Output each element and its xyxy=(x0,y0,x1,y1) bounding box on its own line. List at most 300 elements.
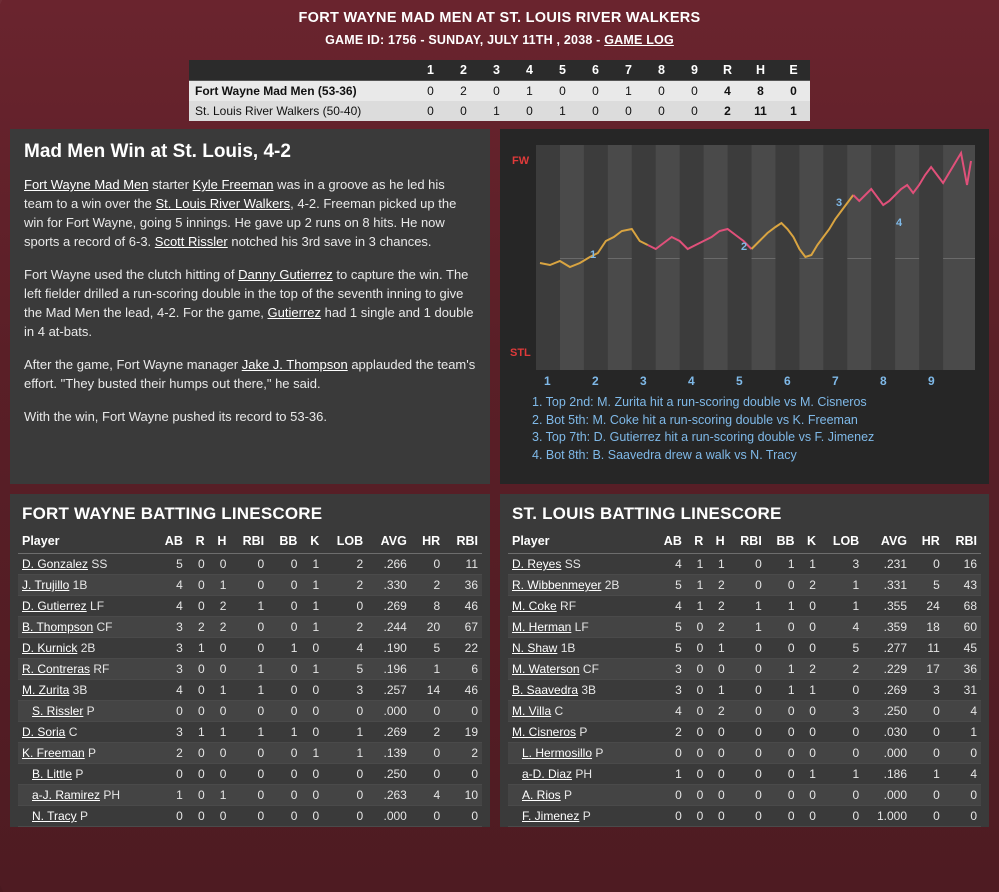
batting-stat-rbi-3: 0 xyxy=(230,575,268,596)
batting-player-cell xyxy=(18,638,154,659)
player-link[interactable]: M. Zurita xyxy=(22,683,70,697)
linescore-inning-5: 1 xyxy=(559,104,566,118)
batting-stat-h-2: 2 xyxy=(707,701,728,722)
batting-stat-h-2: 1 xyxy=(707,554,728,575)
batting-stat-rbi-9: 10 xyxy=(444,785,482,806)
player-link[interactable]: D. Gonzalez xyxy=(22,557,89,571)
player-position: 2B xyxy=(77,641,96,655)
batting-col-hr-9[interactable]: HR xyxy=(911,532,944,554)
batting-col-r-2[interactable]: R xyxy=(686,532,707,554)
batting-col-rbi-10[interactable]: RBI xyxy=(444,532,482,554)
batting-stat-lob-6: 1 xyxy=(323,722,367,743)
batting-player-cell xyxy=(18,764,154,785)
batting-stat-avg-7: .257 xyxy=(367,680,411,701)
linescore-inning-1: 0 xyxy=(427,84,434,98)
chart-note-1: 1. Top 2nd: M. Zurita hit a run-scoring double vs M. Cisneros xyxy=(532,395,867,409)
chart-event-notes xyxy=(532,394,981,464)
batting-stat-avg-7: .231 xyxy=(863,554,911,575)
player-link[interactable]: J. Trujillo xyxy=(22,578,70,592)
batting-stat-h-2: 0 xyxy=(707,743,728,764)
player-link[interactable]: a-D. Diaz xyxy=(522,767,573,781)
player-link[interactable]: M. Coke xyxy=(512,599,557,613)
player-link[interactable]: D. Reyes xyxy=(512,557,562,571)
batting-stat-k-5: 0 xyxy=(301,638,323,659)
team-link-fort-wayne[interactable]: Fort Wayne Mad Men xyxy=(24,177,149,192)
batting-stat-h-2: 0 xyxy=(209,659,231,680)
batting-stat-r-1: 0 xyxy=(187,764,209,785)
linescore-col-E: E xyxy=(777,60,810,81)
recap-paragraph-3 xyxy=(24,355,476,393)
batting-stat-avg-7: .330 xyxy=(367,575,411,596)
batting-stat-bb-4: 0 xyxy=(268,659,301,680)
batting-player-cell xyxy=(18,659,154,680)
batting-stat-lob-6: 2 xyxy=(323,554,367,575)
batting-stat-h-2: 0 xyxy=(707,764,728,785)
batting-stat-h-2: 1 xyxy=(209,575,231,596)
batting-stat-h-2: 1 xyxy=(209,680,231,701)
batting-col-r-2[interactable]: R xyxy=(187,532,209,554)
player-position: 1B xyxy=(69,578,88,592)
player-link[interactable]: R. Contreras xyxy=(22,662,91,676)
boxscore-row xyxy=(0,484,999,827)
batting-col-bb-5[interactable]: BB xyxy=(268,532,301,554)
batting-stat-rbi-9: 6 xyxy=(444,659,482,680)
batting-stat-r-1: 0 xyxy=(686,785,707,806)
batting-stat-ab-0: 0 xyxy=(653,806,686,827)
player-link[interactable]: B. Saavedra xyxy=(512,683,579,697)
batting-col-player-0[interactable]: Player xyxy=(18,532,154,554)
batting-stat-k-5: 0 xyxy=(301,701,323,722)
player-link[interactable]: B. Little xyxy=(32,767,73,781)
batting-stat-lob-6: 3 xyxy=(820,554,863,575)
batting-stat-hr-8: 11 xyxy=(911,638,944,659)
batting-col-avg-8[interactable]: AVG xyxy=(367,532,411,554)
table-row xyxy=(508,806,981,827)
batting-stat-hr-8: 0 xyxy=(411,743,444,764)
player-position: 3B xyxy=(69,683,88,697)
linescore-inning-7: 0 xyxy=(625,104,632,118)
chart-line-graphic xyxy=(536,145,975,370)
batting-stat-hr-8: 0 xyxy=(911,722,944,743)
table-row xyxy=(508,617,981,638)
batting-stat-k-5: 0 xyxy=(799,743,820,764)
batting-player-cell xyxy=(18,554,154,575)
table-row xyxy=(508,659,981,680)
batting-stat-rbi-3: 0 xyxy=(729,806,766,827)
batting-header-row xyxy=(508,532,981,554)
batting-stat-bb-4: 0 xyxy=(766,722,799,743)
linescore-inning-3: 0 xyxy=(493,84,500,98)
batting-stat-rbi-9: 68 xyxy=(944,596,981,617)
chart-inning-tick-4: 4 xyxy=(688,374,695,388)
batting-stat-rbi-3: 0 xyxy=(230,743,268,764)
chart-marker-1: 1 xyxy=(590,249,597,261)
recap-text: applauded the team's effort. "They busted their humps out there," he said. xyxy=(24,357,476,391)
player-link[interactable]: M. Villa xyxy=(512,704,552,718)
chart-marker-3: 3 xyxy=(836,197,843,209)
batting-stat-avg-7: .269 xyxy=(863,680,911,701)
batting-stat-r-1: 1 xyxy=(686,596,707,617)
batting-stat-r-1: 1 xyxy=(686,554,707,575)
chart-inning-tick-9: 9 xyxy=(928,374,935,388)
batting-stat-ab-0: 0 xyxy=(653,785,686,806)
recap-text: After the game, Fort Wayne manager xyxy=(24,357,242,372)
batting-stat-rbi-3: 0 xyxy=(729,659,766,680)
linescore-col-2: 2 xyxy=(447,60,480,81)
player-link[interactable]: M. Waterson xyxy=(512,662,580,676)
linescore-team-name: St. Louis River Walkers (50-40) xyxy=(195,104,362,118)
linescore-inning-4: 0 xyxy=(526,104,533,118)
linescore-col-8: 8 xyxy=(645,60,678,81)
batting-stat-k-5: 0 xyxy=(799,638,820,659)
boxscore-fort-wayne xyxy=(10,494,490,827)
batting-stat-rbi-3: 0 xyxy=(729,554,766,575)
batting-stat-k-5: 1 xyxy=(301,575,323,596)
linescore-col-R: R xyxy=(711,60,744,81)
batting-stat-k-5: 1 xyxy=(301,743,323,764)
batting-stat-lob-6: 5 xyxy=(323,659,367,680)
batting-stat-avg-7: .186 xyxy=(863,764,911,785)
batting-stat-ab-0: 4 xyxy=(154,575,187,596)
linescore-col-H: H xyxy=(744,60,777,81)
batting-stat-bb-4: 0 xyxy=(268,743,301,764)
manager-link-jake-thompson[interactable]: Jake J. Thompson xyxy=(241,357,348,372)
player-position: 1B xyxy=(557,641,576,655)
batting-col-bb-5[interactable]: BB xyxy=(766,532,799,554)
batting-stat-rbi-3: 0 xyxy=(729,785,766,806)
batting-stat-rbi-3: 0 xyxy=(729,764,766,785)
batting-stat-rbi-9: 2 xyxy=(444,743,482,764)
batting-stat-ab-0: 2 xyxy=(653,722,686,743)
linescore-table xyxy=(189,60,810,121)
linescore-col-1: 1 xyxy=(414,60,447,81)
batting-body xyxy=(508,554,981,827)
batting-stat-rbi-3: 0 xyxy=(230,638,268,659)
batting-stat-avg-7: .000 xyxy=(863,743,911,764)
player-position: PH xyxy=(572,767,593,781)
batting-stat-rbi-9: 0 xyxy=(944,785,981,806)
chart-label-stl: STL xyxy=(510,347,531,359)
batting-col-rbi-10[interactable]: RBI xyxy=(944,532,981,554)
game-subtitle xyxy=(0,33,999,47)
player-position: LF xyxy=(86,599,105,613)
chart-marker-2: 2 xyxy=(741,241,748,253)
batting-stat-hr-8: 5 xyxy=(911,575,944,596)
table-row xyxy=(508,638,981,659)
linescore-r: 4 xyxy=(724,84,731,98)
batting-stat-ab-0: 0 xyxy=(154,806,187,827)
batting-stat-rbi-3: 1 xyxy=(729,617,766,638)
recap-text: notched his 3rd save in 3 chances. xyxy=(227,234,432,249)
player-position: P xyxy=(579,809,591,823)
batting-stat-hr-8: 0 xyxy=(411,806,444,827)
player-position: P xyxy=(76,809,89,823)
batting-stat-rbi-3: 1 xyxy=(230,680,268,701)
chart-stripes xyxy=(536,145,943,370)
batting-stat-k-5: 1 xyxy=(799,554,820,575)
batting-stat-h-2: 2 xyxy=(707,575,728,596)
batting-player-cell xyxy=(18,617,154,638)
player-link[interactable]: D. Gutierrez xyxy=(22,599,87,613)
batting-stat-ab-0: 0 xyxy=(653,743,686,764)
player-link[interactable]: B. Thompson xyxy=(22,620,94,634)
batting-stat-r-1: 0 xyxy=(686,701,707,722)
chart-note-2: 2. Bot 5th: M. Coke hit a run-scoring double vs K. Freeman xyxy=(532,412,858,427)
boxscore-st-louis xyxy=(500,494,989,827)
batting-stat-rbi-3: 1 xyxy=(230,596,268,617)
batting-stat-avg-7: .139 xyxy=(367,743,411,764)
batting-stat-avg-7: .263 xyxy=(367,785,411,806)
linescore-inning-5: 0 xyxy=(559,84,566,98)
game-id-text: GAME ID: 1756 - SUNDAY, JULY 11TH , 2038 - xyxy=(325,33,605,47)
batting-stat-bb-4: 1 xyxy=(268,638,301,659)
batting-stat-lob-6: 1 xyxy=(820,764,863,785)
batting-stat-rbi-9: 0 xyxy=(944,743,981,764)
batting-stat-lob-6: 3 xyxy=(820,701,863,722)
batting-stat-rbi-3: 1 xyxy=(230,659,268,680)
batting-player-cell xyxy=(18,680,154,701)
batting-stat-hr-8: 0 xyxy=(411,701,444,722)
batting-stat-k-5: 0 xyxy=(799,806,820,827)
batting-col-h-3[interactable]: H xyxy=(209,532,231,554)
batting-col-lob-7[interactable]: LOB xyxy=(323,532,367,554)
batting-stat-h-2: 0 xyxy=(707,722,728,743)
batting-stat-avg-7: .277 xyxy=(863,638,911,659)
player-link[interactable]: D. Kurnick xyxy=(22,641,78,655)
batting-stat-h-2: 0 xyxy=(209,806,231,827)
batting-stat-rbi-3: 0 xyxy=(729,680,766,701)
player-link[interactable]: F. Jimenez xyxy=(522,809,580,823)
player-link[interactable]: K. Freeman xyxy=(22,746,85,760)
player-position: SS xyxy=(561,557,581,571)
batting-stat-bb-4: 0 xyxy=(268,785,301,806)
batting-stat-rbi-9: 0 xyxy=(444,701,482,722)
player-position: 2B xyxy=(601,578,620,592)
batting-stat-ab-0: 3 xyxy=(653,659,686,680)
batting-stat-bb-4: 0 xyxy=(268,596,301,617)
player-link[interactable]: D. Soria xyxy=(22,725,66,739)
batting-stat-avg-7: .269 xyxy=(367,722,411,743)
batting-stat-r-1: 0 xyxy=(187,785,209,806)
batting-stat-lob-6: 4 xyxy=(820,617,863,638)
batting-stat-ab-0: 1 xyxy=(653,764,686,785)
batting-col-rbi-4[interactable]: RBI xyxy=(230,532,268,554)
recap-text: was in a groove as he led his team to a win over the xyxy=(24,177,445,211)
batting-stat-r-1: 2 xyxy=(187,617,209,638)
batting-stat-bb-4: 0 xyxy=(766,806,799,827)
batting-player-cell xyxy=(508,596,653,617)
batting-player-cell xyxy=(18,722,154,743)
linescore-inning-3: 1 xyxy=(493,104,500,118)
batting-stat-rbi-3: 1 xyxy=(230,722,268,743)
batting-stat-lob-6: 0 xyxy=(323,701,367,722)
batting-stat-lob-6: 2 xyxy=(323,575,367,596)
batting-table-fort-wayne xyxy=(18,532,482,827)
batting-stat-r-1: 0 xyxy=(686,680,707,701)
player-position: CF xyxy=(93,620,113,634)
player-link[interactable]: R. Wibbenmeyer xyxy=(512,578,602,592)
batting-stat-h-2: 0 xyxy=(209,638,231,659)
batting-stat-k-5: 0 xyxy=(799,785,820,806)
table-row xyxy=(18,806,482,827)
batting-col-avg-8[interactable]: AVG xyxy=(863,532,911,554)
batting-player-cell xyxy=(508,764,653,785)
batting-stat-h-2: 0 xyxy=(209,764,231,785)
chart-label-fw: FW xyxy=(512,155,530,167)
linescore-col-5: 5 xyxy=(546,60,579,81)
player-position: CF xyxy=(579,662,599,676)
linescore-inning-9: 0 xyxy=(691,104,698,118)
batting-stat-lob-6: 0 xyxy=(323,764,367,785)
batting-col-rbi-4[interactable]: RBI xyxy=(729,532,766,554)
player-position: P xyxy=(83,704,95,718)
batting-stat-avg-7: .359 xyxy=(863,617,911,638)
batting-stat-rbi-9: 0 xyxy=(444,764,482,785)
player-link-danny-gutierrez[interactable]: Danny Gutierrez xyxy=(238,267,333,282)
player-link[interactable]: a-J. Ramirez xyxy=(32,788,101,802)
batting-stat-k-5: 0 xyxy=(301,785,323,806)
batting-stat-rbi-9: 4 xyxy=(944,764,981,785)
batting-stat-rbi-9: 16 xyxy=(944,554,981,575)
batting-stat-ab-0: 3 xyxy=(154,638,187,659)
batting-stat-h-2: 0 xyxy=(209,554,231,575)
batting-stat-r-1: 0 xyxy=(187,743,209,764)
batting-stat-r-1: 1 xyxy=(686,575,707,596)
player-position: RF xyxy=(556,599,577,613)
batting-stat-h-2: 0 xyxy=(707,806,728,827)
batting-stat-rbi-9: 11 xyxy=(444,554,482,575)
table-row xyxy=(508,785,981,806)
batting-stat-bb-4: 0 xyxy=(766,638,799,659)
boxscore-title: ST. LOUIS BATTING LINESCORE xyxy=(512,504,782,523)
batting-stat-ab-0: 5 xyxy=(154,554,187,575)
player-link[interactable]: S. Rissler xyxy=(32,704,84,718)
batting-stat-rbi-9: 67 xyxy=(444,617,482,638)
batting-stat-bb-4: 0 xyxy=(766,785,799,806)
batting-stat-bb-4: 0 xyxy=(268,680,301,701)
player-link[interactable]: L. Hermosillo xyxy=(522,746,593,760)
player-link[interactable]: N. Tracy xyxy=(32,809,77,823)
batting-stat-ab-0: 5 xyxy=(653,575,686,596)
batting-col-hr-9[interactable]: HR xyxy=(411,532,444,554)
batting-col-lob-7[interactable]: LOB xyxy=(820,532,863,554)
game-log-link[interactable]: GAME LOG xyxy=(604,33,674,47)
batting-stat-k-5: 0 xyxy=(301,680,323,701)
batting-stat-hr-8: 0 xyxy=(411,764,444,785)
batting-stat-h-2: 0 xyxy=(707,659,728,680)
batting-stat-ab-0: 5 xyxy=(653,638,686,659)
batting-stat-hr-8: 8 xyxy=(411,596,444,617)
linescore-inning-8: 0 xyxy=(658,104,665,118)
player-link-scott-rissler[interactable]: Scott Rissler xyxy=(154,234,228,249)
batting-stat-bb-4: 0 xyxy=(766,575,799,596)
player-link-gutierrez[interactable]: Gutierrez xyxy=(267,305,321,320)
recap-text: Fort Wayne used the clutch hitting of xyxy=(24,267,239,282)
batting-col-player-0[interactable]: Player xyxy=(508,532,653,554)
batting-player-cell xyxy=(508,680,653,701)
batting-stat-lob-6: 3 xyxy=(323,680,367,701)
batting-stat-h-2: 2 xyxy=(209,617,231,638)
linescore-team-name: Fort Wayne Mad Men (53-36) xyxy=(195,84,357,98)
batting-player-cell xyxy=(508,575,653,596)
batting-player-cell xyxy=(508,638,653,659)
batting-stat-hr-8: 0 xyxy=(411,554,444,575)
batting-stat-k-5: 0 xyxy=(301,764,323,785)
table-row xyxy=(18,680,482,701)
batting-stat-ab-0: 4 xyxy=(154,596,187,617)
batting-stat-hr-8: 4 xyxy=(411,785,444,806)
player-link[interactable]: M. Herman xyxy=(512,620,572,634)
batting-stat-r-1: 0 xyxy=(187,554,209,575)
batting-col-k-6[interactable]: K xyxy=(301,532,323,554)
batting-stat-k-5: 0 xyxy=(301,806,323,827)
batting-player-cell xyxy=(18,596,154,617)
batting-stat-rbi-3: 0 xyxy=(230,806,268,827)
table-row xyxy=(18,785,482,806)
batting-stat-lob-6: 0 xyxy=(820,806,863,827)
batting-stat-bb-4: 0 xyxy=(766,617,799,638)
batting-stat-hr-8: 0 xyxy=(911,785,944,806)
batting-stat-rbi-9: 1 xyxy=(944,722,981,743)
batting-stat-rbi-9: 4 xyxy=(944,701,981,722)
batting-stat-hr-8: 5 xyxy=(411,638,444,659)
batting-player-cell xyxy=(18,743,154,764)
batting-stat-lob-6: 2 xyxy=(323,617,367,638)
batting-stat-avg-7: .250 xyxy=(863,701,911,722)
player-link-kyle-freeman[interactable]: Kyle Freeman xyxy=(192,177,274,192)
batting-player-cell xyxy=(508,617,653,638)
linescore-inning-6: 0 xyxy=(592,84,599,98)
player-link[interactable]: A. Rios xyxy=(522,788,561,802)
batting-stat-avg-7: .000 xyxy=(367,806,411,827)
player-position: PH xyxy=(100,788,121,802)
recap-text: starter xyxy=(148,177,193,192)
linescore-wrapper xyxy=(0,60,999,121)
batting-stat-ab-0: 3 xyxy=(154,659,187,680)
batting-stat-rbi-9: 31 xyxy=(944,680,981,701)
batting-stat-avg-7: .250 xyxy=(367,764,411,785)
batting-stat-hr-8: 20 xyxy=(411,617,444,638)
batting-col-h-3[interactable]: H xyxy=(707,532,728,554)
batting-stat-r-1: 0 xyxy=(686,722,707,743)
recap-paragraph-1 xyxy=(24,175,476,251)
batting-stat-hr-8: 0 xyxy=(911,701,944,722)
team-link-st-louis[interactable]: St. Louis River Walkers xyxy=(155,196,291,211)
batting-stat-avg-7: .355 xyxy=(863,596,911,617)
batting-stat-r-1: 0 xyxy=(187,680,209,701)
batting-stat-r-1: 0 xyxy=(686,617,707,638)
table-row xyxy=(18,743,482,764)
batting-col-ab-1[interactable]: AB xyxy=(154,532,187,554)
table-row xyxy=(508,722,981,743)
batting-stat-ab-0: 5 xyxy=(653,617,686,638)
batting-stat-bb-4: 0 xyxy=(766,764,799,785)
batting-stat-k-5: 0 xyxy=(799,722,820,743)
linescore-inning-9: 0 xyxy=(691,84,698,98)
player-link[interactable]: M. Cisneros xyxy=(512,725,577,739)
batting-stat-hr-8: 0 xyxy=(911,743,944,764)
player-position: 3B xyxy=(578,683,597,697)
player-link[interactable]: N. Shaw xyxy=(512,641,558,655)
batting-stat-lob-6: 1 xyxy=(820,575,863,596)
chart-inning-tick-6: 6 xyxy=(784,374,791,388)
linescore-inning-2: 2 xyxy=(460,84,467,98)
table-row xyxy=(18,659,482,680)
batting-stat-avg-7: .000 xyxy=(367,701,411,722)
batting-col-k-6[interactable]: K xyxy=(799,532,820,554)
batting-col-ab-1[interactable]: AB xyxy=(653,532,686,554)
batting-stat-ab-0: 0 xyxy=(154,764,187,785)
